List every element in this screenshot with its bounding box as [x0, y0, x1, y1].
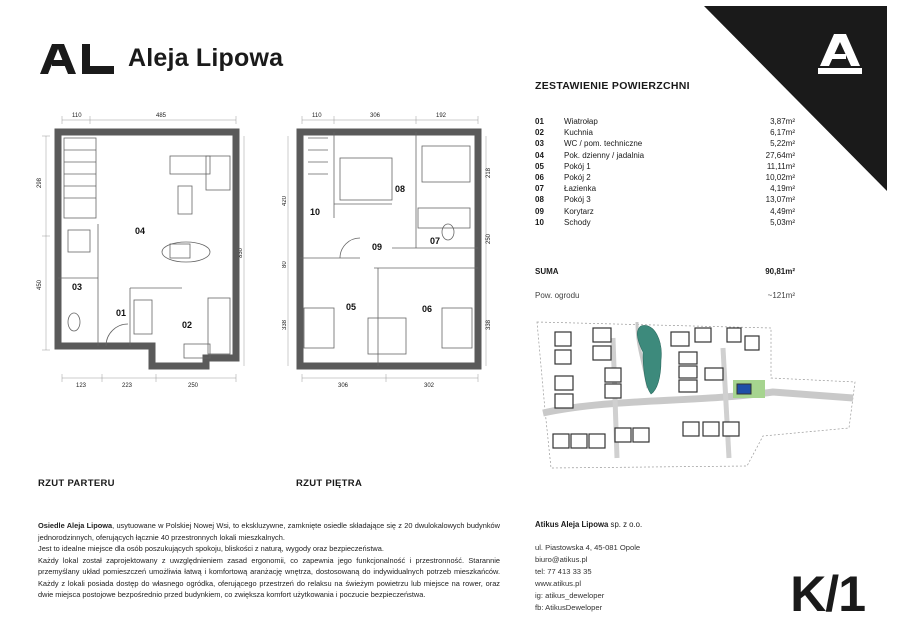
sum-row: [535, 266, 795, 278]
room-02-label: 02: [182, 320, 193, 330]
room-row: [535, 194, 795, 206]
dim-bottom-b: 223: [122, 383, 133, 389]
room-07-label: 07: [430, 236, 441, 246]
room-no: 01: [535, 117, 544, 126]
description-p3: Każdy lokal został zaprojektowany z uwzględnieniem zasad ergonomii, co zapewnia jego funkcjonalność i przestronność. Starannie przemyślany układ pomieszczeń umożliwia łatwą i komfortową aranżację wnętrza, dostosowaną do indywidualnych potrzeb mieszkańców. Każdy z lokali posiada dostęp do własnego ogródka, oferującego przestrzeń do relaksu na świeżym powietrzu lub miejsce na rower, oraz dwie miejsca postojowe bezpośrednio przed budynkiem, co zwiększa komfort użytkowania i poczucie bezpieczeństwa.: [38, 555, 500, 599]
room-area: 27,64m²: [765, 150, 795, 160]
company-phone[interactable]: tel: 77 413 33 35: [535, 567, 592, 576]
room-name: Pok. dzienny / jadalnia: [564, 150, 645, 160]
selected-unit: [737, 384, 751, 394]
brand-name: Aleja Lipowa: [128, 44, 284, 72]
company-web[interactable]: www.atikus.pl: [535, 579, 581, 588]
room-03-label: 03: [72, 282, 83, 292]
description-p2: Jest to idealne miejsce dla osób poszukujących spokoju, bliskości z naturą, wygody oraz bezpieczeństwa.: [38, 544, 384, 553]
dim-bottom-c: 250: [188, 383, 199, 389]
room-area: 6,17m²: [770, 128, 795, 138]
dim1-left-c: 338: [282, 319, 288, 330]
dim1-bottom-a: 306: [338, 383, 349, 389]
room-row: [535, 161, 795, 173]
dim1-bottom-b: 302: [424, 383, 435, 389]
room-no: 03: [535, 139, 544, 149]
sum-value: 90,81m²: [765, 267, 795, 276]
garden-row: [535, 290, 795, 302]
unit-code: K/1: [790, 566, 865, 622]
description-lead-rest: , usytuowane w Polskiej Nowej Wsi, to ekskluzywne, zamknięte osiedle składające się z 20 dwulokalowych budynków jednorodzinnych, oferujących łącznie 40 przestronnych lokali mieszkalnych.: [38, 521, 500, 542]
company-address: ul. Piastowska 4, 45-081 Opole: [535, 543, 641, 552]
room-no: 10: [535, 217, 544, 227]
company-fb[interactable]: fb: AtikusDeweloper: [535, 603, 603, 612]
dim1-top-c: 192: [436, 113, 447, 119]
room-08-label: 08: [395, 184, 406, 194]
room-no: 07: [535, 184, 544, 194]
room-no: 06: [535, 173, 544, 182]
company-name: [535, 520, 642, 529]
ground-floor-plan: [36, 108, 246, 393]
dim-left-a: 298: [37, 177, 43, 188]
room-name: Pokój 2: [564, 173, 591, 182]
room-04-label: 04: [135, 226, 146, 236]
room-10-label: 10: [310, 207, 321, 217]
dim-bottom-a: 123: [76, 383, 87, 389]
dim1-right-a: 218: [486, 167, 492, 178]
company-name-bold: Atikus Aleja Lipowa: [535, 520, 609, 529]
room-name: WC / pom. techniczne: [564, 139, 643, 149]
room-row: [535, 116, 795, 128]
room-row: [535, 206, 795, 218]
room-no: 02: [535, 128, 544, 138]
room-area: 3,87m²: [770, 117, 795, 126]
dim1-left-b: 80: [282, 261, 288, 268]
room-name: Pokój 1: [564, 161, 591, 171]
dim1-top-b: 306: [370, 113, 381, 119]
room-no: 05: [535, 161, 544, 171]
room-name: Schody: [564, 217, 591, 227]
dim1-left-a: 420: [282, 195, 288, 206]
room-name: Pokój 3: [564, 195, 591, 205]
dim-top-b: 485: [156, 113, 167, 119]
room-area: 10,02m²: [765, 173, 795, 182]
room-row: [535, 172, 795, 184]
room-name: Korytarz: [564, 206, 594, 216]
room-no: 09: [535, 206, 544, 216]
room-area: 4,19m²: [770, 184, 795, 194]
room-09-label: 09: [372, 242, 383, 252]
room-05-label: 05: [346, 302, 357, 312]
room-row: [535, 217, 795, 229]
dim1-top-a: 110: [312, 113, 322, 119]
room-no: 04: [535, 150, 544, 160]
first-floor-title: RZUT PIĘTRA: [296, 478, 363, 489]
company-ig[interactable]: ig: atikus_deweloper: [535, 591, 605, 600]
dim-left-b: 450: [37, 279, 43, 290]
al-logo-icon: [38, 40, 118, 76]
first-floor-plan: [282, 108, 492, 393]
description-lead: Osiedle Aleja Lipowa: [38, 521, 113, 530]
area-summary-title: ZESTAWIENIE POWIERZCHNI: [535, 80, 690, 92]
garden-label: Pow. ogrodu: [535, 291, 580, 300]
garden-value: ~121m²: [767, 291, 795, 300]
room-area: 5,22m²: [770, 139, 795, 149]
room-area: 11,11m²: [766, 161, 795, 171]
ground-floor-title: RZUT PARTERU: [38, 478, 115, 489]
room-row: [535, 183, 795, 195]
site-map: [533, 318, 858, 470]
room-01-label: 01: [116, 308, 127, 318]
room-name: Łazienka: [564, 184, 597, 194]
room-row: [535, 127, 795, 139]
dim1-right-b: 250: [486, 233, 492, 244]
description: [38, 520, 500, 601]
room-no: 08: [535, 195, 544, 205]
room-area: 5,03m²: [770, 217, 795, 227]
sum-label: SUMA: [535, 267, 559, 276]
room-row: [535, 150, 795, 162]
room-name: Kuchnia: [564, 128, 593, 138]
room-name: Wiatrołap: [564, 117, 598, 126]
room-06-label: 06: [422, 304, 433, 314]
room-area: 13,07m²: [765, 195, 795, 205]
room-area: 4,49m²: [770, 206, 795, 216]
room-row: [535, 138, 795, 150]
company-name-rest: sp. z o.o.: [608, 520, 643, 529]
dim-top-a: 110: [72, 113, 82, 119]
company-email[interactable]: biuro@atikus.pl: [535, 555, 588, 564]
dim-right: 830: [238, 247, 244, 258]
dim1-right-c: 338: [486, 319, 492, 330]
